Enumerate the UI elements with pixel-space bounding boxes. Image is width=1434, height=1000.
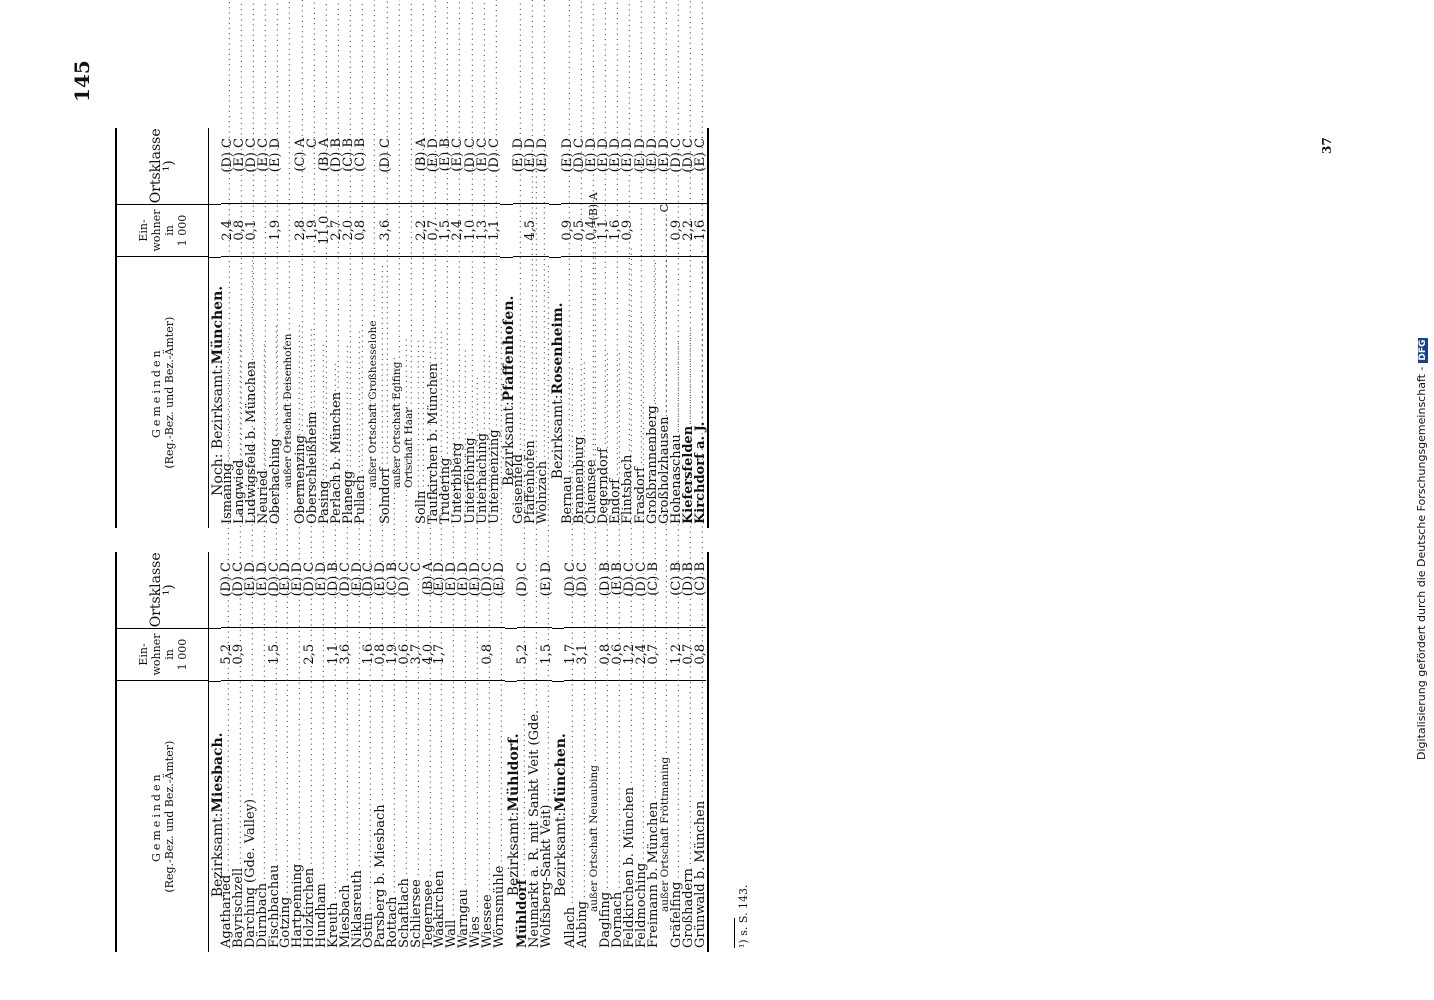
cell-pop: 0,8	[375, 627, 387, 680]
cell-name: außer Ortschaft Neuaubing ..... (B) A	[588, 680, 600, 952]
cell-pop: 1,7	[564, 627, 576, 680]
cell-name: Ortschaft Haar .....	[403, 256, 415, 528]
cell-pop: 1,5	[440, 203, 452, 256]
cell-name: Niklasreuth .....	[351, 680, 363, 952]
cell-class: (E) B	[610, 562, 626, 596]
cell-name: Hartpenning .....	[292, 680, 304, 952]
table-row	[493, 552, 505, 952]
cell-pop: 1,7	[434, 627, 446, 680]
cell-class: (E) D	[268, 138, 284, 173]
cell-name: Großhadern .....	[683, 680, 695, 952]
table-row	[375, 552, 387, 952]
cell-class: (E) C	[693, 138, 709, 172]
cell-class: (B) A	[316, 138, 332, 172]
cell-pop	[646, 203, 658, 256]
cell-pop: 0,7	[647, 627, 659, 680]
header-pop: Ein- wohner in 1 000	[117, 628, 208, 681]
cell-name: Wolfsberg-Sankt Veit) .....	[541, 680, 553, 952]
page-mark: 37	[1320, 137, 1334, 154]
cell-class: (D) B	[328, 138, 344, 173]
cell-pop: 2,4	[635, 627, 647, 680]
cell-name: außer Ortschaft Großhesselohe .....	[367, 256, 379, 528]
cell-pop: 1,9	[387, 627, 399, 680]
table-row	[695, 128, 707, 528]
cell-pop: 0,4	[585, 203, 597, 256]
cell-class: C	[408, 562, 424, 572]
cell-name: Hohenaschau .....	[670, 256, 682, 528]
table-row	[564, 552, 576, 952]
table-row	[343, 128, 355, 528]
table-row	[467, 552, 483, 952]
table-row	[647, 552, 659, 952]
cell-name: Großbrannenberg .....	[646, 256, 658, 528]
cell-class: (C) B	[693, 562, 709, 596]
cell-name: Feldmoching .....	[635, 680, 647, 952]
cell-name: Fischbachau .....	[268, 680, 280, 952]
cell-pop: 0,7	[428, 203, 440, 256]
cell-pop: 2,8	[294, 203, 306, 256]
cell-name: Obermenzing .....	[294, 256, 306, 528]
cell-pop: 0,8	[355, 203, 367, 256]
cell-pop: 1,1	[488, 203, 500, 256]
cell-class: (D) C	[486, 138, 502, 173]
cell-name: Chiemsee .....	[585, 256, 597, 528]
table-header	[117, 128, 209, 528]
cell-name: außer Ortschaft Fröttmaning ..... C	[659, 680, 671, 952]
cell-name: Großholzhausen .....	[658, 256, 670, 528]
cell-pop	[280, 627, 292, 680]
cell-pop	[245, 627, 257, 680]
cell-name: Unterhaching .....	[476, 256, 488, 528]
cell-pop: 0,8	[233, 203, 245, 256]
cell-class: (E) D	[620, 138, 636, 173]
cell-name: Daglfing .....	[600, 680, 612, 952]
cell-name: Hundham .....	[316, 680, 328, 952]
cell-class: (E) D	[644, 138, 660, 173]
cell-class: (E) D	[511, 138, 527, 173]
cell-class: (E) C	[231, 138, 247, 172]
cell-class: (D) C	[396, 562, 412, 597]
cell-name: Perlach b. München .....	[330, 256, 342, 528]
dfg-logo: DFG	[1418, 339, 1428, 361]
credit-text: Digitalisierung gefördert durch die Deutsche Forschungsgemeinschaft -	[1415, 366, 1428, 760]
cell-class: (E) C	[256, 138, 272, 172]
cell-class: (E) D	[596, 138, 612, 173]
cell-pop: 1,1	[327, 627, 339, 680]
cell-name: Bezirksamt: Mühldorf.	[505, 681, 517, 952]
cell-name: Wies .....	[470, 680, 482, 952]
cell-pop: 0,6	[612, 627, 624, 680]
cell-class: (C) B	[669, 562, 685, 596]
cell-name: Solln .....	[415, 256, 427, 528]
cell-class: (C) A	[292, 138, 308, 172]
cell-pop: 0,8	[600, 627, 612, 680]
footnote	[734, 885, 750, 948]
cell-pop: 1,1	[598, 203, 610, 256]
table-row	[316, 552, 328, 952]
cell-class: (D) C	[462, 138, 478, 173]
table-row	[391, 128, 403, 528]
cell-pop: 3,6	[379, 203, 391, 256]
cell-name: Bezirksamt: Pfaffenhofen.	[500, 257, 512, 528]
cell-name: außer Ortschaft Eglfing .....	[391, 256, 403, 528]
cell-pop: 0,6	[399, 627, 411, 680]
digitization-credit	[1415, 338, 1428, 760]
cell-class: (E) D	[608, 138, 624, 173]
table-row	[541, 552, 553, 952]
cell-pop	[500, 204, 512, 257]
cell-class: (E) D	[491, 562, 507, 597]
cell-class: (D) C	[621, 562, 637, 597]
cell-name: Solndorf .....	[379, 256, 391, 528]
cell-class: (E) D	[523, 138, 539, 173]
cell-name: Oberhaching .....	[270, 256, 282, 528]
cell-class: (B) A	[420, 562, 436, 596]
header-name: Gemeinden (Reg.-Bez. und Bez.-Ämter)	[117, 256, 208, 528]
cell-class: (E) D	[349, 562, 365, 597]
cell-pop: 0,8	[481, 627, 493, 680]
cell-pop: 1,9	[270, 203, 282, 256]
cell-pop: 1,6	[610, 203, 622, 256]
cell-pop: 0,9	[622, 203, 634, 256]
cell-pop: 0,8	[695, 627, 707, 680]
table-row	[330, 128, 342, 528]
cell-pop: 4,0	[422, 627, 434, 680]
cell-name: Bezirksamt: Miesbach.	[209, 681, 221, 952]
cell-class: (C) B	[353, 138, 369, 172]
cell-name: Kiefersfelden .....	[682, 256, 694, 528]
cell-pop: 0,9	[561, 203, 573, 256]
cell-pop: 2,4	[221, 203, 233, 256]
cell-pop: 1,6	[695, 203, 707, 256]
table-row	[488, 128, 500, 528]
cell-pop: 1,5	[268, 627, 280, 680]
footnote-text: ¹) s. S. 143.	[737, 884, 750, 948]
cell-pop	[537, 203, 549, 256]
cell-class: (E) C	[450, 138, 466, 172]
cell-pop	[391, 203, 403, 256]
cell-name: Grünwald b. München .....	[695, 680, 707, 952]
cell-class: (D) C	[681, 138, 697, 173]
cell-class: (E) D	[456, 562, 472, 597]
cell-class: (D) C	[479, 562, 495, 597]
cell-name: Geisenfeld .....	[513, 256, 525, 528]
table-row	[403, 128, 415, 528]
cell-class: (D) C	[302, 562, 318, 597]
cell-pop: 2,5	[304, 627, 316, 680]
cell-pop: 0,7	[683, 627, 695, 680]
cell-pop	[493, 627, 505, 680]
cell-name: Pasing .....	[318, 256, 330, 528]
table-header	[117, 552, 209, 952]
cell-name: Mühldorf .....	[517, 680, 529, 952]
cell-pop: 3,6	[339, 627, 351, 680]
cell-name: Schliersee .....	[410, 680, 422, 952]
cell-class: (D) C	[633, 562, 649, 597]
cell-name: Degerndorf .....	[598, 256, 610, 528]
cell-pop	[634, 203, 646, 256]
cell-pop: 1,5	[541, 627, 553, 680]
cell-class: (C) B	[341, 138, 357, 172]
cell-name: Oberschleißheim .....	[306, 256, 318, 528]
cell-class: (D) B	[325, 562, 341, 597]
cell-class: (E) B	[438, 138, 454, 172]
cell-class: (D) C	[668, 138, 684, 173]
cell-pop: 5,2	[221, 627, 233, 680]
cell-name: Untermenzing .....	[488, 256, 500, 528]
cell-pop: 3,1	[576, 627, 588, 680]
cell-name: Ludwigsfeld b. München .....	[245, 256, 257, 528]
cell-class: (E) D	[373, 562, 389, 597]
cell-name: außer Ortschaft Deisenhofen .....	[282, 256, 294, 528]
header-pop: Ein- wohner in 1 000	[117, 204, 208, 257]
cell-pop: 2,4	[452, 203, 464, 256]
cell-pop: 2,2	[682, 203, 694, 256]
cell-name: Dürnbach .....	[256, 680, 268, 952]
cell-name: Darching (Gde. Valley) .....	[245, 680, 257, 952]
cell-class: (C) B	[645, 562, 661, 596]
table-row	[458, 552, 470, 952]
cell-name: Parsberg b. Miesbach .....	[375, 680, 387, 952]
table-row	[379, 128, 391, 528]
cell-class: (E) D	[444, 562, 460, 597]
cell-class: (D) C	[361, 562, 377, 597]
table-row	[695, 552, 707, 952]
cell-pop: 5,2	[517, 627, 529, 680]
cell-class: (D) C	[337, 562, 353, 597]
cell-name: Pullach .....	[355, 256, 367, 528]
cell-pop: 0,1	[245, 203, 257, 256]
cell-class: (D) C	[515, 562, 531, 597]
cell-name: Flintsbach .....	[622, 256, 634, 528]
cell-pop: 1,6	[363, 627, 375, 680]
table-row	[355, 128, 367, 528]
cell-name: Agatharied .....	[221, 680, 233, 952]
cell-class: (E) D	[426, 138, 442, 173]
cell-class: (E) D	[539, 562, 555, 597]
cell-class: (E) D	[535, 138, 551, 173]
cell-class: (E) D	[278, 562, 294, 597]
cell-class: (D) C	[244, 138, 259, 173]
cell-class: (E) D	[632, 138, 648, 173]
cell-class: C	[304, 138, 320, 148]
table-right	[115, 128, 709, 528]
cell-class: (E) D	[314, 562, 330, 597]
cell-class: (D) C	[266, 562, 282, 597]
cell-name: Bayrischzell .....	[233, 680, 245, 952]
cell-pop	[458, 627, 470, 680]
cell-name: Waakirchen .....	[434, 680, 446, 952]
header-class: Ortsklasse ¹)	[147, 552, 177, 628]
cell-pop	[446, 627, 458, 680]
cell-class: (D) B	[598, 562, 614, 597]
cell-name: Frasdorf .....	[634, 256, 646, 528]
cell-name: Pfaffenhofen .....	[525, 256, 537, 528]
cell-class: (E) D	[656, 138, 672, 173]
cell-name: Unterbiberg .....	[452, 256, 464, 528]
cell-name: Neuried .....	[258, 256, 270, 528]
table-row	[598, 128, 610, 528]
cell-pop: 2,2	[415, 203, 427, 256]
cell-name: Wall .....	[446, 680, 458, 952]
table-row	[434, 552, 446, 952]
cell-class: (B) A	[413, 138, 429, 172]
cell-name: Langwied .....	[233, 256, 245, 528]
cell-class: (D) C	[231, 562, 247, 597]
page-number: 145	[70, 60, 94, 102]
table-row	[268, 552, 280, 952]
header-class: Ortsklasse ¹)	[147, 128, 177, 204]
cell-name: Bernau .....	[561, 256, 573, 528]
cell-name: Ismaning .....	[221, 256, 233, 528]
cell-class: (E) D	[559, 138, 575, 173]
cell-class: (D) C	[571, 138, 587, 173]
cell-class: (D) C	[219, 138, 235, 173]
cell-class: (C) B	[385, 562, 401, 596]
cell-class: (D) C	[574, 562, 590, 597]
cell-class: (D) C	[219, 562, 235, 597]
cell-name: Kirchdorf a. J. .....	[695, 256, 707, 528]
cell-name: Bezirksamt: München.	[552, 681, 564, 952]
cell-pop: 0,9	[670, 203, 682, 256]
cell-name: Allach .....	[564, 680, 576, 952]
table-row	[351, 552, 363, 952]
cell-name: Schaftlach .....	[399, 680, 411, 952]
cell-class: (E) D	[583, 138, 599, 173]
cell-pop: 4,5	[525, 203, 537, 256]
cell-name: Holzkirchen .....	[304, 680, 316, 952]
cell-class: (E) D	[467, 562, 483, 597]
cell-name: Wolnzach .....	[537, 256, 549, 528]
cell-pop: 2,7	[330, 203, 342, 256]
cell-pop: 0,9	[233, 627, 245, 680]
table-row	[306, 128, 318, 528]
cell-name: Endorf .....	[610, 256, 622, 528]
cell-name: Gotzing .....	[280, 680, 292, 952]
cell-pop: 1,0	[464, 203, 476, 256]
table-row	[537, 128, 549, 528]
cell-name: Freimann b. München .....	[647, 680, 659, 952]
table-row	[245, 128, 257, 528]
cell-pop: 1,2	[671, 627, 683, 680]
cell-name: Planegg .....	[343, 256, 355, 528]
cell-class: (E) D	[242, 562, 258, 597]
footnote-rule	[734, 918, 735, 948]
cell-class: (E) D	[290, 562, 306, 597]
cell-class: (E) C	[474, 138, 490, 172]
table-row	[576, 552, 588, 952]
cell-name: Tegernsee .....	[422, 680, 434, 952]
table-body	[209, 128, 707, 528]
header-name: Gemeinden (Reg.-Bez. und Bez.-Ämter)	[117, 680, 208, 952]
cell-class: (E) D	[432, 562, 448, 597]
cell-pop: 3,7	[410, 627, 422, 680]
cell-pop: 2,0	[343, 203, 355, 256]
cell-name: Wiessee .....	[481, 680, 493, 952]
cell-pop: 1,2	[624, 627, 636, 680]
cell-pop: 1,9	[306, 203, 318, 256]
cell-name: Aubing .....	[576, 680, 588, 952]
cell-name: Trudering .....	[440, 256, 452, 528]
cell-name: Feldkirchen b. München .....	[624, 680, 636, 952]
cell-class: (E) D	[254, 562, 270, 597]
cell-pop: 11,0	[318, 203, 330, 256]
table-row	[270, 128, 282, 528]
cell-class: (D) C	[562, 562, 578, 597]
cell-name: Ostin .....	[363, 680, 375, 952]
cell-class: (D) B	[681, 562, 697, 597]
cell-name: Unterföhring .....	[464, 256, 476, 528]
cell-name: Gräfelfing .....	[671, 680, 683, 952]
cell-class	[391, 128, 403, 203]
cell-name: Kreuth .....	[327, 680, 339, 952]
cell-name: Neumarkt a. R. mit Sankt Veit (Gde. .....	[529, 680, 541, 952]
cell-name: Miesbach .....	[339, 680, 351, 952]
cell-name: Noch: Bezirksamt: München.	[209, 257, 221, 528]
cell-name: Rottach .....	[387, 680, 399, 952]
cell-name: Dornach .....	[612, 680, 624, 952]
cell-name: Warngau .....	[458, 680, 470, 952]
cell-name: Bezirksamt: Rosenheim.	[549, 257, 561, 528]
cell-name: Brannenburg .....	[573, 256, 585, 528]
cell-pop: 1,3	[476, 203, 488, 256]
cell-name: Taufkirchen b. München .....	[428, 256, 440, 528]
cell-name: Wörnsmühle .....	[493, 680, 505, 952]
cell-class: (D) C	[377, 138, 393, 173]
cell-pop: 0,5	[573, 203, 585, 256]
